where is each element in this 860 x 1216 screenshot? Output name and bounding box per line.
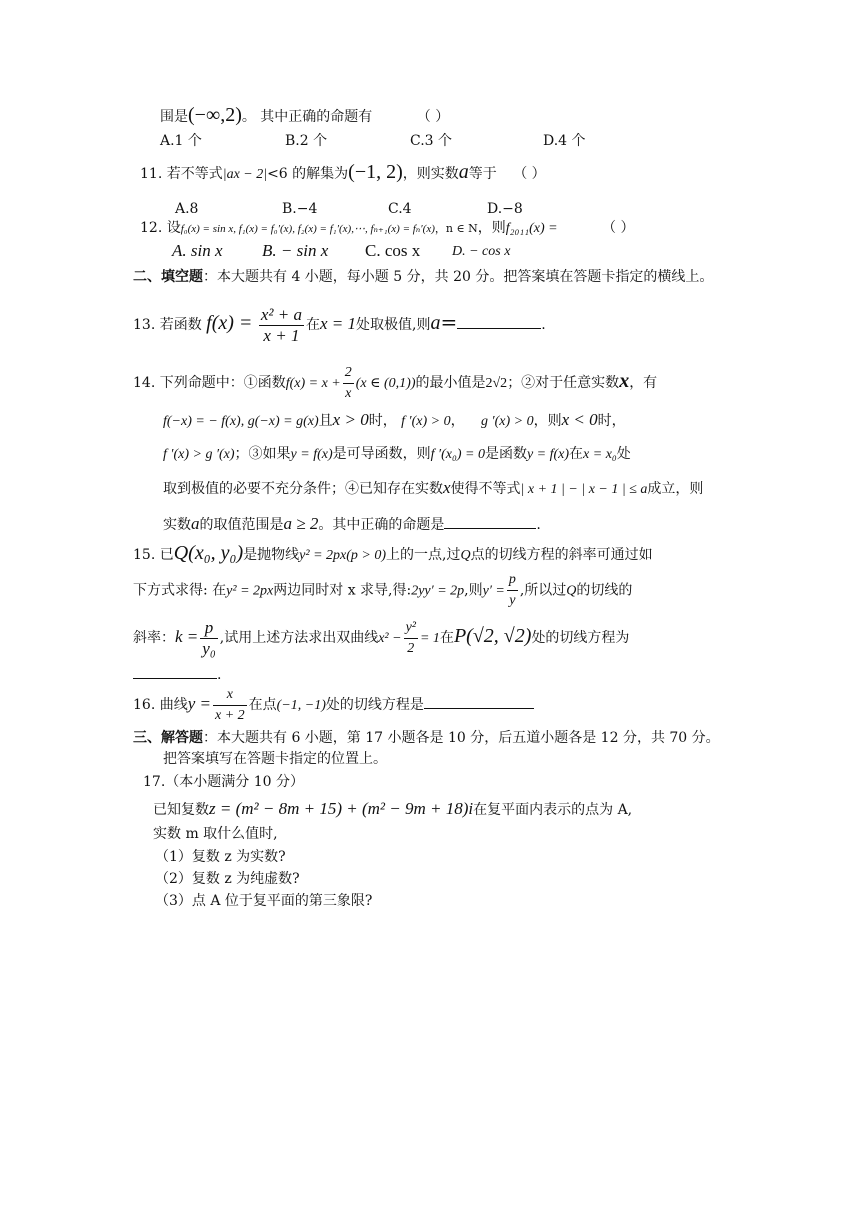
q17-item-3: （3）点 A 位于复平面的第三象限?	[155, 893, 373, 909]
q10-option-d: D.4 个	[543, 133, 586, 149]
q10-option-a: A.1 个	[160, 133, 202, 149]
q14-answer-blank[interactable]	[444, 514, 536, 529]
q17-item-1: （1）复数 z 为实数?	[155, 849, 286, 865]
q15-l1-b: 是抛物线	[243, 547, 300, 563]
q15-l3-hden: 2	[407, 640, 415, 656]
q10-continuation	[160, 105, 449, 127]
q14-l1-domain: (x ∈ (0,1))	[355, 376, 416, 391]
q15-l2-Q: Q	[566, 583, 577, 599]
q16-number: 16.	[133, 697, 156, 713]
section3-desc: ：本大题共有 6 小题，第 17 小题各是 10 分，后五道小题各是 12 分，共 70 分。	[203, 730, 720, 746]
q14-l2-i: x < 0	[561, 410, 598, 429]
q13-denominator: x + 1	[263, 325, 300, 345]
q11-number: 11.	[140, 166, 163, 182]
q13-answer-blank[interactable]	[457, 314, 541, 329]
q16-text3: 处的切线方程是	[325, 697, 424, 713]
q15-l2-den: y	[509, 593, 516, 608]
q14-l2-h: ，则	[533, 413, 562, 429]
q14-l4-c: 成立，则	[647, 481, 704, 497]
q13-text3: 处取极值,则	[356, 317, 431, 333]
q15-line3	[133, 614, 629, 661]
q16-answer-blank[interactable]	[424, 694, 534, 709]
q12-option-d	[452, 241, 510, 262]
q15-l1-c: 上的一点,过	[386, 547, 461, 563]
q14-l5-a: 实数	[163, 517, 191, 533]
q13-stem	[133, 302, 546, 346]
q15-l1-Q: Q(x₀, y₀)	[173, 542, 244, 564]
q14-l4-ineq: | x + 1 | − | x − 1 | ≤ a	[520, 482, 648, 497]
q15-l3-den: y₀	[202, 638, 216, 658]
q14-line2	[163, 410, 626, 432]
section2-title: 二、填空题	[133, 269, 203, 285]
section3-desc2: 把答案填写在答题卡指定的位置上。	[163, 751, 387, 767]
q15-l3-c: 在	[439, 630, 454, 646]
q13-equals: =	[440, 310, 458, 334]
q15-answer-blank[interactable]	[133, 664, 217, 679]
q11-expr: |ax − 2|	[222, 167, 268, 182]
q15-l2-d: ,所以过	[519, 582, 567, 599]
q15-line4	[133, 664, 221, 685]
q12-text2: ，则	[477, 220, 506, 236]
q15-l2-yp: y′ =	[482, 583, 505, 599]
q12-option-a	[172, 241, 223, 262]
q14-l2-f: ，	[450, 413, 465, 429]
q13-end: .	[541, 317, 546, 333]
q15-l3-hyp-fraction	[404, 618, 418, 659]
q16-text2: 在点	[248, 697, 277, 713]
q14-l1-a: 下列命题中：①函数	[159, 375, 286, 391]
q12-answer-paren: （ ）	[602, 220, 635, 236]
q12-definitions: f₀(x) = sin x, f₁(x) = f₀′(x), f₂(x) = f₁′(x),⋯, fₙ₊₁(x) = fₙ′(x)	[180, 223, 435, 235]
q14-l1-b: 的最小值是	[415, 375, 486, 391]
q14-l2-j: 时，	[597, 413, 626, 429]
q16-stem	[133, 684, 534, 726]
q15-l3-k: k =	[175, 627, 199, 646]
q14-l2-e: f ′(x) > 0	[401, 414, 451, 429]
q14-l2-d: 时，	[368, 413, 397, 429]
q14-l2-a: f(−x) = − f(x), g(−x) = g(x)	[163, 414, 319, 429]
q14-l4-x: x	[443, 478, 451, 497]
q13-numerator: x² + a	[260, 304, 302, 324]
q12-number: 12.	[140, 220, 163, 236]
q14-l1-c: ；②对于任意实数	[507, 375, 620, 391]
q15-l3-num: p	[200, 618, 217, 639]
q15-l2-eq: y² = 2px	[226, 583, 274, 599]
q11-option-a: A.8	[175, 201, 199, 217]
q17-item-2: （2）复数 z 为纯虚数?	[155, 871, 300, 887]
q12-option-a-text: A. sin x	[172, 241, 223, 260]
q14-l2-b: 且	[318, 413, 333, 429]
q14-l1-fraction	[343, 363, 354, 404]
q14-l5-var: a	[191, 514, 200, 533]
q14-line5	[163, 514, 541, 535]
q15-l1-a: 已	[159, 547, 174, 563]
section3-header	[133, 728, 720, 748]
q11-var: a	[458, 161, 469, 183]
q15-l3-hnum: y²	[404, 618, 418, 639]
q12-domain: ，n ∈ N	[434, 222, 478, 235]
q14-l1-x: x	[619, 370, 630, 392]
q15-l3-b: ,试用上述方法求出双曲线	[219, 630, 379, 646]
q14-l3-i: x = x₀	[583, 447, 617, 462]
q13-fraction	[259, 305, 304, 346]
q13-text2: 在	[306, 317, 320, 333]
q10-option-b: B.2 个	[285, 133, 328, 149]
q14-l4-b: 使得不等式	[450, 481, 521, 497]
q14-l3-f: 是函数	[484, 446, 527, 462]
q15-l3-a: 斜率：	[133, 630, 175, 646]
q14-l2-g: g ′(x) > 0	[481, 414, 534, 429]
q14-l3-g: y = f(x)	[526, 447, 570, 462]
q13-var: a	[430, 312, 441, 334]
section2-header	[133, 267, 713, 287]
q15-line1	[133, 543, 653, 566]
q14-l3-c: y = f(x)	[290, 447, 333, 462]
q12-option-c-text: C. cos x	[365, 241, 421, 260]
q13-text1: 若函数	[159, 317, 202, 333]
q15-l3-d: 处的切线方程为	[531, 630, 630, 646]
q12-stem	[140, 218, 634, 239]
q10-cont-prefix: 围是	[160, 109, 188, 125]
q15-l3-hyp1: x² −	[378, 631, 402, 646]
q11-text2: <6 的解集为	[267, 166, 349, 182]
q15-l3-hyp2: = 1	[419, 631, 440, 646]
q10-option-c: C.3 个	[410, 133, 453, 149]
q14-l3-j: 处	[616, 446, 631, 462]
q12-option-b	[262, 241, 328, 262]
q15-l3-fraction	[200, 618, 217, 659]
q14-l3-a: f ′(x) > g ′(x)	[163, 447, 235, 462]
q14-l1-d: ，有	[629, 375, 658, 391]
q15-l2-c: ,则	[464, 582, 483, 599]
q14-l5-range: a ≥ 2	[283, 514, 319, 533]
q16-text1: 曲线	[159, 697, 188, 713]
q12-option-b-text: B. − sin x	[262, 241, 329, 260]
q16-fraction	[213, 685, 247, 726]
q15-line2	[133, 570, 632, 612]
q14-l5-b: 的取值范围是	[199, 517, 284, 533]
q10-answer-paren: （ ）	[416, 109, 450, 125]
q15-l1-Q2: Q	[460, 548, 471, 563]
q11-interval: (−1, 2)	[348, 161, 403, 183]
q14-l3-e: f ′(x₀) = 0	[430, 447, 485, 462]
q14-l1-f: f(x) = x +	[285, 376, 341, 391]
q14-l5-c: 。其中正确的命题是	[318, 517, 445, 533]
q17-line1	[153, 799, 632, 820]
q14-line1	[133, 362, 657, 404]
q17-complex-number: z = (m² − 8m + 15) + (m² − 9m + 18)i	[209, 799, 474, 818]
q10-cont-math: (−∞,2)	[188, 104, 242, 126]
q11-option-b: B.−4	[282, 201, 318, 217]
q15-l2-a: 下方式求得: 在	[133, 582, 227, 599]
q11-answer-paren: （ ）	[513, 166, 546, 182]
q15-l2-e: 的切线的	[576, 582, 633, 599]
q14-line4	[163, 478, 703, 500]
section3-title: 三、解答题	[133, 730, 203, 746]
q15-l2-num: p	[507, 570, 518, 591]
q12-text1: 设	[166, 220, 181, 236]
section2-desc: ：本大题共有 4 小题，每小题 5 分，共 20 分。把答案填在答题卡指定的横线上。	[203, 269, 714, 285]
q11-option-d: D.−8	[487, 201, 523, 217]
q10-cont-suffix: 。 其中正确的命题有	[241, 109, 373, 125]
q11-stem	[140, 162, 546, 185]
q14-l3-h: 在	[569, 446, 584, 462]
q12-target: f₂₀₁₁(x) =	[505, 221, 558, 236]
q17-header: 17.（本小题满分 10 分）	[143, 774, 304, 790]
q15-l2-b: 两边同时对 x 求导,得:	[273, 582, 412, 599]
q14-l1-min: 2√2	[485, 376, 508, 391]
q13-number: 13.	[133, 317, 156, 333]
q15-l1-d: 点的切线方程的斜率可通过如	[470, 547, 653, 563]
q14-l2-c: x > 0	[332, 410, 369, 429]
q16-denominator: x + 2	[215, 707, 245, 723]
q14-l3-b: ；③如果	[234, 446, 291, 462]
q14-l3-d: 是可导函数，则	[332, 446, 431, 462]
q13-fx: f(x) =	[206, 312, 253, 334]
q11-text4: 等于	[468, 166, 497, 182]
q11-text3: ，则实数	[402, 166, 459, 182]
q17-line2: 实数 m 取什么值时,	[153, 826, 278, 842]
q15-l2-fraction	[507, 570, 518, 611]
q12-option-c	[365, 241, 420, 262]
q15-l3-P: P(√2, √2)	[453, 625, 532, 647]
q16-numerator: x	[213, 685, 247, 706]
q12-option-d-text: D. − cos x	[452, 244, 511, 259]
q15-l1-parabola: y² = 2px(p > 0)	[299, 548, 386, 563]
q17-l1-a: 已知复数	[153, 802, 209, 818]
q11-option-c: C.4	[388, 201, 412, 217]
q16-y: y =	[187, 694, 211, 713]
q13-condition: x = 1	[320, 314, 357, 333]
q17-l1-b: 在复平面内表示的点为 A,	[473, 802, 633, 818]
q11-text1: 若不等式	[166, 166, 223, 182]
q15-number: 15.	[133, 547, 156, 563]
q14-l4-a: 取到极值的必要不充分条件；④已知存在实数	[163, 481, 443, 497]
q15-l2-d1: 2yy′ = 2p	[411, 583, 465, 599]
q16-point: (−1, −1)	[276, 698, 326, 713]
q14-l5-end: .	[536, 517, 541, 533]
q14-line3	[163, 444, 631, 465]
q15-l4-end: .	[217, 667, 222, 683]
q14-l1-den: x	[345, 385, 352, 401]
q14-l1-num: 2	[343, 363, 354, 384]
q14-number: 14.	[133, 375, 156, 391]
